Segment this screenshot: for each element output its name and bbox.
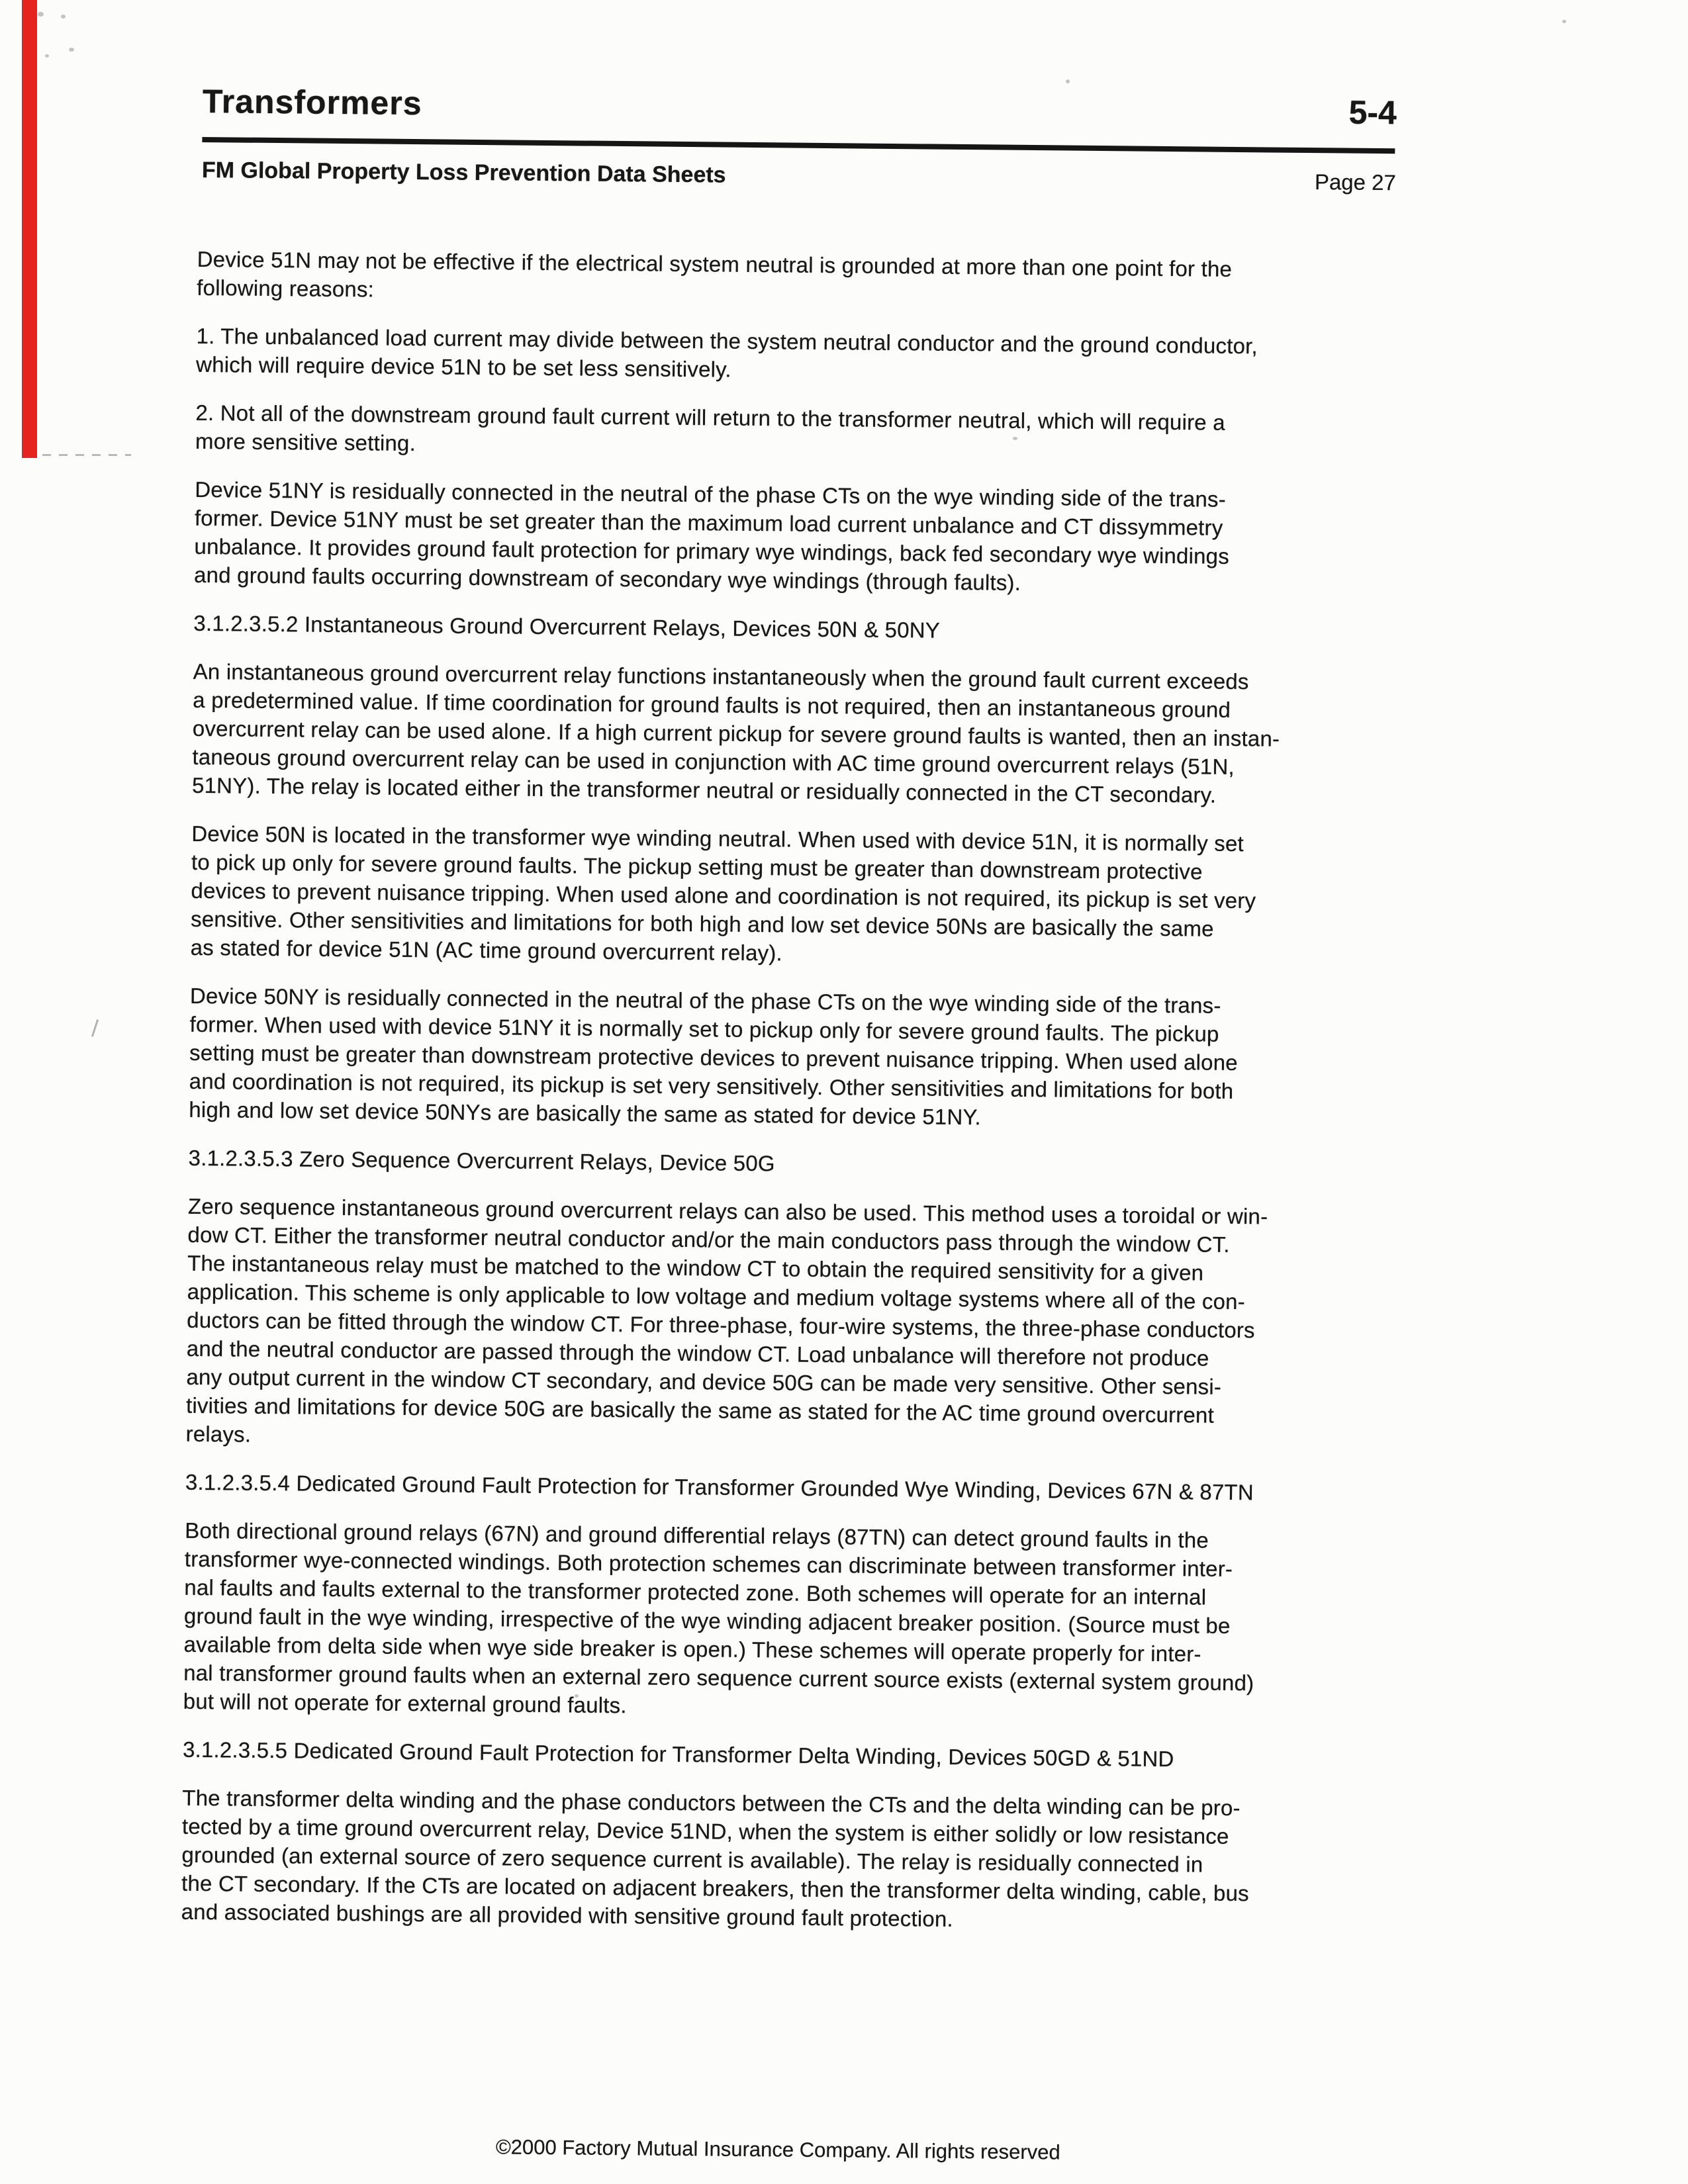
data-sheet-number: 5-4 bbox=[1348, 93, 1397, 132]
page-number: Page 27 bbox=[1314, 169, 1397, 195]
document-subtitle: FM Global Property Loss Prevention Data Sheets bbox=[201, 157, 726, 188]
paragraph: An instantaneous ground overcurrent relay functions instantaneously when the ground fault current exceeds a predetermined value. If time coordination for ground faults is not required, then an instantaneous ground overcurrent relay can be used alone. If a high current pickup for severe ground faults is wanted, then an instan- taneous ground overcurrent relay can be used in conjunction with AC time ground overcurrent relays (51N, 51NY). The relay is located either in the transformer neutral or residually connected in the CT secondary. bbox=[191, 659, 1280, 807]
paragraph: Device 50N is located in the transformer wye winding neutral. When used with device 51N, it is normally set to pick up only for severe ground faults. The pickup setting must be greater than downstream protective devices to prevent nuisance tripping. When used alone and coordination is not required, its pickup is set very sensitive. Other sensitivities and limitations for both high and low set device 50Ns are basically the same as stated for device 51N (AC time ground overcurrent relay). bbox=[190, 821, 1256, 966]
section-heading: 3.1.2.3.5.4 Dedicated Ground Fault Protection for Transformer Grounded Wye Winding, Devices 67N & 87TN bbox=[185, 1469, 1254, 1505]
header-rule bbox=[202, 137, 1395, 154]
paragraph: Both directional ground relays (67N) and ground differential relays (87TN) can detect ground faults in the transformer wye-connected windings. Both protection schemes can discriminate between transformer inter- nal faults and faults external to the transformer protected zone. Both schemes will operate for an internal ground fault in the wye winding, irrespective of the wye winding adjacent breaker position. (Source must be available from delta side when wye side breaker is open.) These schemes will operate properly for inter- nal transformer ground faults when an external zero sequence current source exists (external system ground) but will not operate for external ground faults. bbox=[183, 1518, 1254, 1718]
paragraph: Zero sequence instantaneous ground overcurrent relays can also be used. This method uses a toroidal or win- dow CT. Either the transformer neutral conductor and/or the main conductors pass through the window CT. The instantaneous relay must be matched to the window CT to obtain the required sensitivity for a given application. This scheme is only applicable to low voltage and medium voltage systems where all of the con- ductors can be fitted through the window CT. For three-phase, four-wire systems, the three-phase conductors and the neutral conductor are passed through the window CT. Load unbalance will therefore not produce any output current in the window CT secondary, and device 50G can be made very sensitive. Other sensi- tivities and limitations for device 50G are basically the same as stated for the AC time ground overcurrent relays. bbox=[185, 1193, 1268, 1447]
section-heading: 3.1.2.3.5.3 Zero Sequence Overcurrent Relays, Device 50G bbox=[188, 1145, 775, 1176]
paragraph: Device 51NY is residually connected in the neutral of the phase CTs on the wye winding side of the trans- former. Device 51NY must be set greater than the maximum load current unbalance and CT dissymmetry unbalance. It provides ground fault protection for primary wye windings, back fed secondary wye windings and ground faults occurring downstream of secondary wye windings (through faults). bbox=[193, 477, 1230, 595]
document-body bbox=[181, 245, 1434, 1958]
section-heading: 3.1.2.3.5.2 Instantaneous Ground Overcurrent Relays, Devices 50N & 50NY bbox=[193, 610, 941, 643]
paragraph: Device 50NY is residually connected in the neutral of the phase CTs on the wye winding side of the trans- former. When used with device 51NY it is normally set to pickup only for severe ground faults. The pickup setting must be greater than downstream protective devices to prevent nuisance tripping. When used alone and coordination is not required, its pickup is set very sensitively. Other sensitivities and limitations for both high and low set device 50NYs are basically the same as stated for device 51NY. bbox=[189, 983, 1238, 1130]
paragraph: Device 51N may not be effective if the electrical system neutral is grounded at more than one point for the following reasons: bbox=[197, 246, 1233, 302]
paragraph: The transformer delta winding and the phase conductors between the CTs and the delta winding can be pro- tected by a time ground overcurrent relay, Device 51ND, when the system is either solidly or low resistance grounded (an external source of zero sequence current is available). The relay is residually connected in the CT secondary. If the CTs are located on adjacent breakers, then the transformer delta winding, cable, bus and associated bushings are all provided with sensitive ground fault protection. bbox=[181, 1785, 1250, 1931]
document-title: Transformers bbox=[202, 82, 422, 122]
copyright-notice: ©2000 Factory Mutual Insurance Company. All rights reserved bbox=[495, 2135, 1060, 2164]
numbered-item: 2. Not all of the downstream ground fault current will return to the transformer neutral, which will require a more sensitive setting. bbox=[195, 400, 1225, 456]
section-heading: 3.1.2.3.5.5 Dedicated Ground Fault Protection for Transformer Delta Winding, Devices 50GD & 51ND bbox=[182, 1737, 1174, 1772]
numbered-item: 1. The unbalanced load current may divide between the system neutral conductor and the ground conductor, which will require device 51N to be set less sensitively. bbox=[195, 323, 1258, 382]
page-header bbox=[1, 0, 1688, 195]
